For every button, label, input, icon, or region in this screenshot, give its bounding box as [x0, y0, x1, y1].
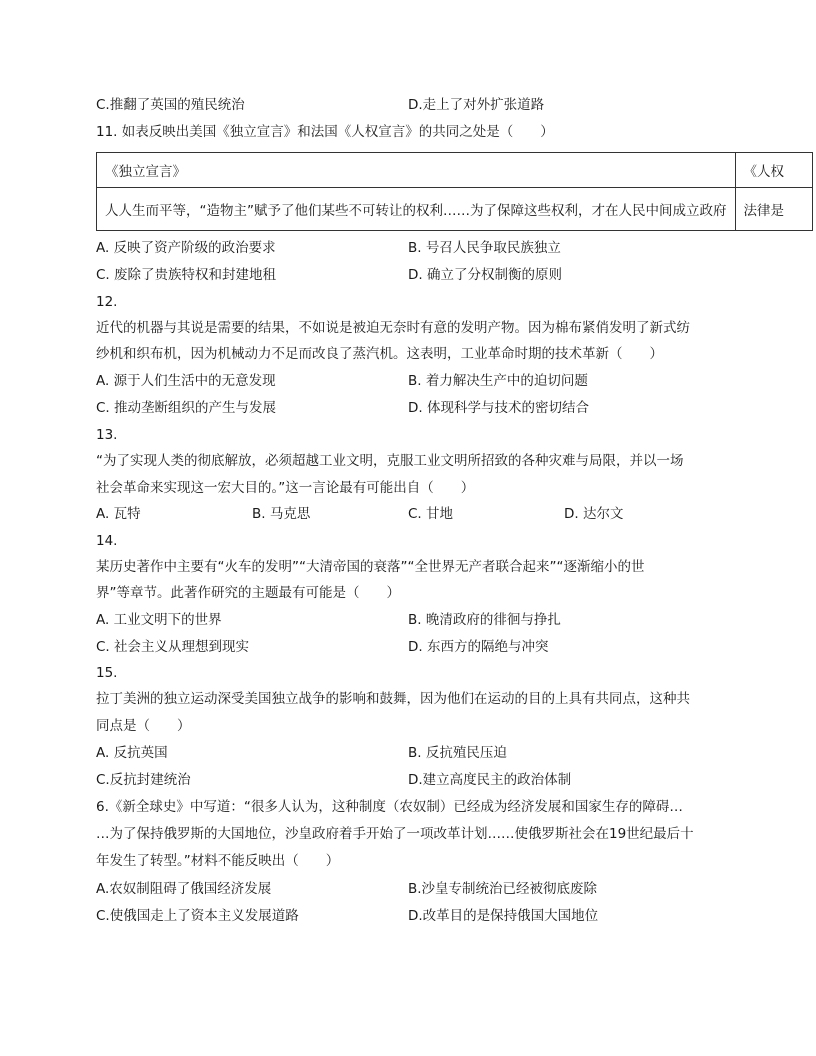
- q16-option-d: D.改革目的是保持俄国大国地位: [408, 908, 599, 924]
- q13-stem-line2: 社会革命来实现这一宏大目的。”这一言论最有可能出自（ ）: [96, 480, 475, 496]
- q14-option-d: D. 东西方的隔绝与冲突: [408, 639, 549, 655]
- q16-stem-line2: …为了保持俄罗斯的大国地位，沙皇政府着手开始了一项改革计划……使俄罗斯社会在19世纪最后十: [96, 826, 694, 842]
- q15-stem-line2: 同点是（ ）: [96, 718, 191, 734]
- q12-stem-line1: 近代的机器与其说是需要的结果，不如说是被迫无奈时有意的发明产物。因为棉布紧俏发明了新式纺: [96, 320, 690, 336]
- q14-number: 14.: [96, 533, 118, 549]
- q16-stem-line1: 6.《新全球史》中写道：“很多人认为，这种制度（农奴制）已经成为经济发展和国家生存的障碍…: [96, 799, 683, 815]
- q11-table-header-right: 《人权: [735, 153, 812, 188]
- q16-option-b: B.沙皇专制统治已经被彻底废除: [408, 881, 598, 897]
- q12-stem-line2: 纱机和织布机，因为机械动力不足而改良了蒸汽机。这表明，工业革命时期的技术革新（ ）: [96, 346, 663, 362]
- q14-option-a: A. 工业文明下的世界: [96, 612, 222, 628]
- q15-option-d: D.建立高度民主的政治体制: [408, 772, 572, 788]
- q16-option-a: A.农奴制阻碍了俄国经济发展: [96, 881, 272, 897]
- q14-stem-line2: 界”等章节。此著作研究的主题最有可能是（ ）: [96, 585, 400, 601]
- q10-option-d: D.走上了对外扩张道路: [408, 97, 545, 113]
- q11-option-a: A. 反映了资产阶级的政治要求: [96, 240, 276, 256]
- q12-option-d: D. 体现科学与技术的密切结合: [408, 400, 589, 416]
- q13-option-c: C. 甘地: [408, 506, 454, 522]
- q12-option-b: B. 着力解决生产中的迫切问题: [408, 373, 588, 389]
- q11-table-cell-left: 人人生而平等，“造物主”赋予了他们某些不可转让的权利……为了保障这些权利，才在人民中间成立政府: [97, 188, 736, 231]
- q11-table-cell-right: 法律是: [735, 188, 812, 231]
- q13-option-a: A. 瓦特: [96, 506, 141, 522]
- q12-number: 12.: [96, 294, 118, 310]
- q15-stem-line1: 拉丁美洲的独立运动深受美国独立战争的影响和鼓舞，因为他们在运动的目的上具有共同点，这种共: [96, 691, 690, 707]
- q11-option-c: C. 废除了贵族特权和封建地租: [96, 267, 277, 283]
- q15-option-c: C.反抗封建统治: [96, 772, 191, 788]
- q11-stem: 11. 如表反映出美国《独立宣言》和法国《人权宣言》的共同之处是（ ）: [96, 124, 554, 140]
- q13-option-d: D. 达尔文: [564, 506, 624, 522]
- q14-option-b: B. 晚清政府的徘徊与挣扎: [408, 612, 561, 628]
- q15-option-a: A. 反抗英国: [96, 745, 168, 761]
- q10-option-c: C.推翻了英国的殖民统治: [96, 97, 245, 113]
- q11-table-header-left: 《独立宣言》: [97, 153, 736, 188]
- q14-option-c: C. 社会主义从理想到现实: [96, 639, 250, 655]
- q16-option-c: C.使俄国走上了资本主义发展道路: [96, 908, 299, 924]
- q11-option-d: D. 确立了分权制衡的原则: [408, 267, 562, 283]
- q13-stem-line1: “为了实现人类的彻底解放，必须超越工业文明，克服工业文明所招致的各种灾难与局限，并以一场: [96, 453, 684, 469]
- q12-option-c: C. 推动垄断组织的产生与发展: [96, 400, 277, 416]
- q14-stem-line1: 某历史著作中主要有“火车的发明”“大清帝国的衰落”“全世界无产者联合起来”“逐渐缩小的世: [96, 559, 645, 575]
- q11-table: [96, 152, 813, 231]
- q16-stem-line3: 年发生了转型。”材料不能反映出（ ）: [96, 853, 340, 869]
- q15-number: 15.: [96, 665, 118, 681]
- q13-number: 13.: [96, 427, 118, 443]
- q12-option-a: A. 源于人们生活中的无意发现: [96, 373, 276, 389]
- q15-option-b: B. 反抗殖民压迫: [408, 745, 507, 761]
- q13-option-b: B. 马克思: [252, 506, 311, 522]
- q11-option-b: B. 号召人民争取民族独立: [408, 240, 561, 256]
